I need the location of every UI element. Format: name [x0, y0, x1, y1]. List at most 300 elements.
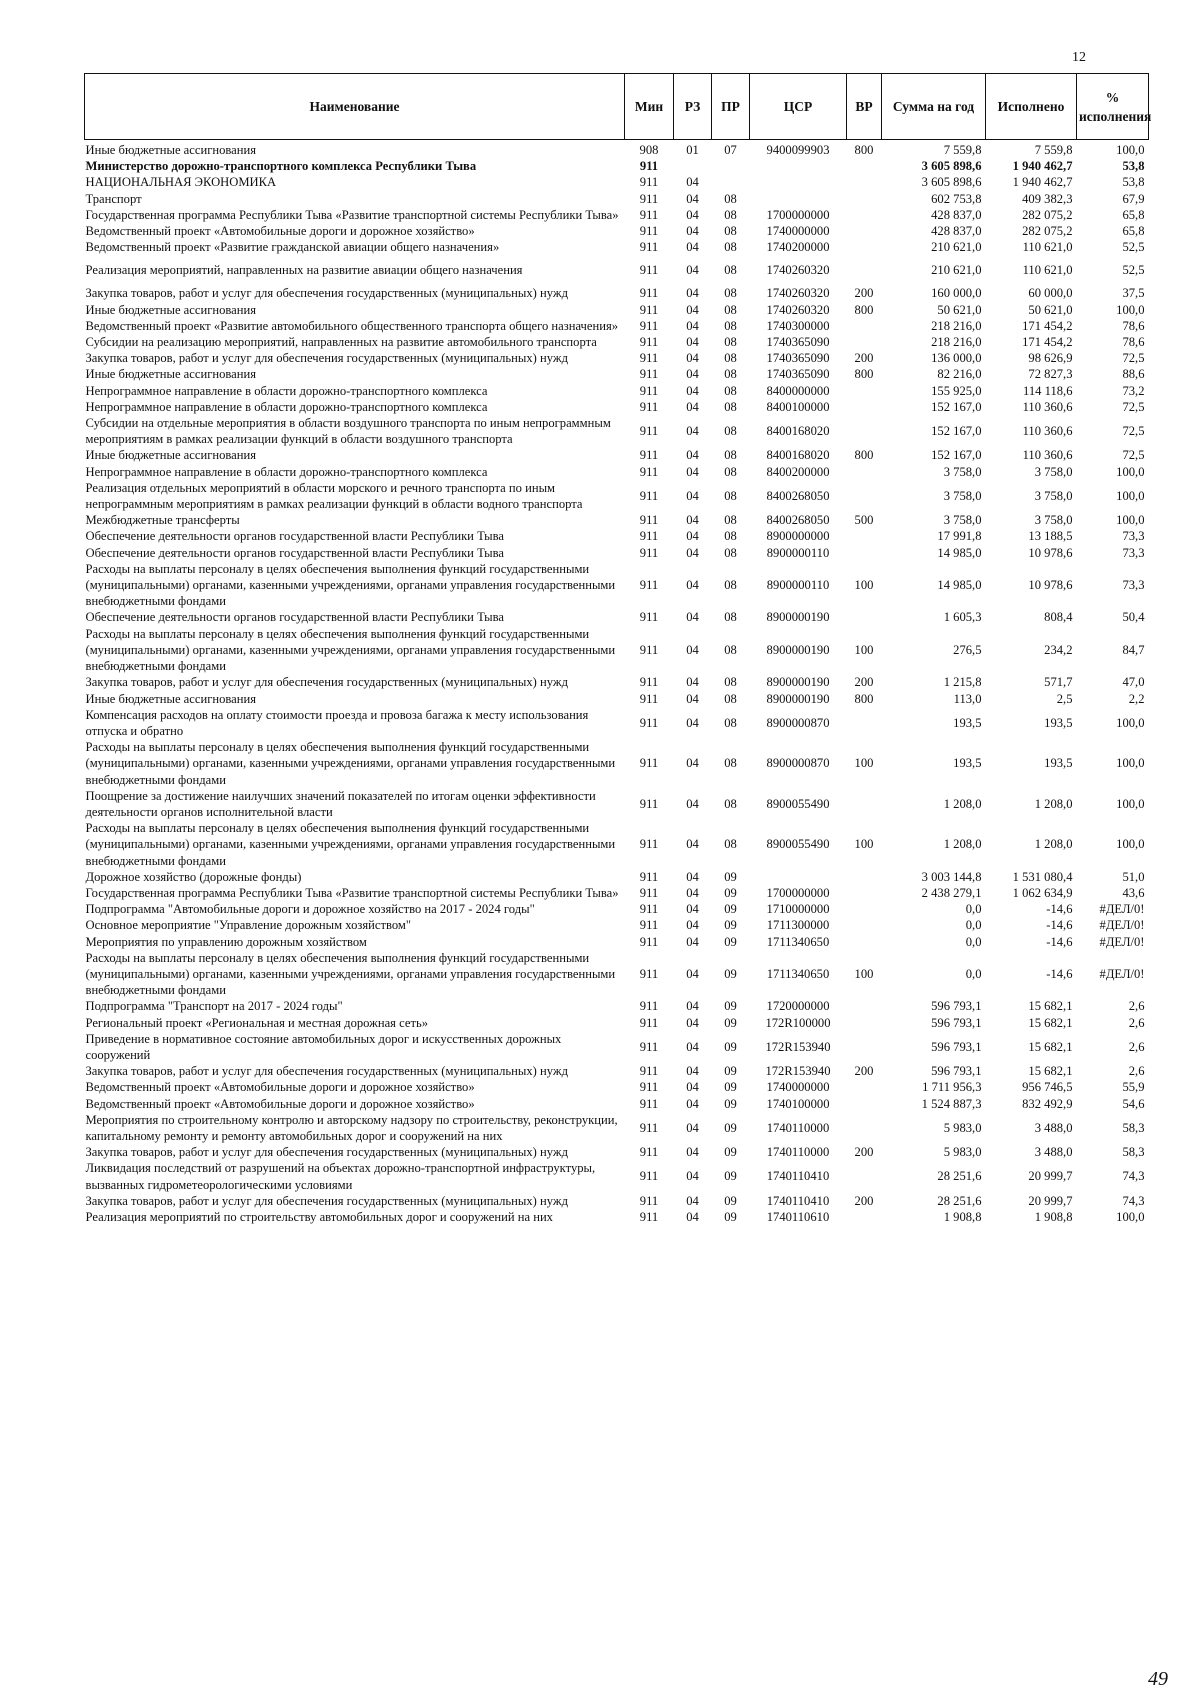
- row-pct: 72,5: [1122, 424, 1145, 439]
- row-min: 911: [639, 464, 659, 479]
- row-pct: 73,3: [1122, 545, 1145, 560]
- row-min: 911: [639, 286, 659, 301]
- row-done: 234,2: [1044, 642, 1073, 657]
- table-row: [85, 950, 1149, 999]
- row-name: Закупка товаров, работ и услуг для обеспечения государственных (муниципальных) нужд: [85, 351, 568, 366]
- row-sum: 0,0: [965, 902, 982, 917]
- table-row: [85, 334, 1149, 350]
- header-done: Исполнено: [986, 74, 1077, 140]
- table-row: [85, 545, 1149, 561]
- row-vr: 100: [854, 966, 874, 981]
- row-done: 110 360,6: [1022, 424, 1073, 439]
- row-sum: 7 559,8: [943, 143, 982, 157]
- row-sum: 1 605,3: [943, 610, 982, 625]
- row-min: 911: [639, 263, 659, 278]
- table-row: [85, 1079, 1149, 1095]
- row-sum: 152 167,0: [931, 424, 982, 439]
- row-pr: 08: [724, 335, 737, 350]
- row-pr: 08: [724, 545, 737, 560]
- row-sum: 82 216,0: [937, 367, 982, 382]
- row-vr: [847, 1160, 882, 1192]
- row-done: 409 382,3: [1022, 191, 1073, 206]
- row-done: 72 827,3: [1028, 367, 1073, 382]
- row-rz: 04: [686, 1096, 699, 1111]
- row-pr: 08: [724, 756, 737, 771]
- row-pr: 09: [724, 1210, 737, 1224]
- row-done: 7 559,8: [1034, 143, 1073, 157]
- table-row: [85, 1063, 1149, 1079]
- row-done: 1 940 462,7: [1012, 159, 1073, 174]
- row-done: 171 454,2: [1022, 335, 1073, 350]
- row-min: 911: [639, 1169, 659, 1184]
- row-csr: 1740365090: [766, 351, 830, 366]
- header-sum: Сумма на год: [882, 74, 986, 140]
- row-min: 911: [639, 1120, 659, 1135]
- row-name: Расходы на выплаты персоналу в целях обеспечения выполнения функций государственными (муниципальными) органами, казенными учреждениями, органами управления государственными внебюджетными фондами: [85, 626, 616, 674]
- row-pr: 09: [724, 1096, 737, 1111]
- row-pct: 78,6: [1122, 318, 1145, 333]
- row-done: 1 531 080,4: [1012, 869, 1073, 884]
- row-pr: 08: [724, 351, 737, 366]
- row-pr: 08: [724, 691, 737, 706]
- row-pr: 08: [724, 464, 737, 479]
- row-pr: 08: [724, 383, 737, 398]
- row-rz: 04: [686, 837, 699, 852]
- row-pct: 65,8: [1122, 207, 1145, 222]
- header-name: Наименование: [85, 74, 625, 140]
- row-csr: 1740260320: [766, 286, 830, 301]
- table-row: [85, 609, 1149, 625]
- row-name: Непрограммное направление в области дорожно-транспортного комплекса: [85, 464, 488, 479]
- row-sum: 28 251,6: [937, 1169, 982, 1184]
- row-sum: 50 621,0: [937, 302, 982, 317]
- row-pr: 09: [724, 1120, 737, 1135]
- row-pct: 2,6: [1128, 1064, 1145, 1079]
- row-name: Основное мероприятие "Управление дорожным хозяйством": [85, 918, 411, 933]
- table-row: [85, 1144, 1149, 1160]
- row-rz: 04: [686, 318, 699, 333]
- row-pr: 08: [724, 448, 737, 463]
- row-pr: 08: [724, 513, 737, 528]
- row-sum: 193,5: [953, 756, 982, 771]
- row-rz: 04: [686, 240, 699, 255]
- row-rz: 04: [686, 1120, 699, 1135]
- row-pr: 09: [724, 966, 737, 981]
- row-done: 956 746,5: [1022, 1080, 1073, 1095]
- row-done: 15 682,1: [1028, 1039, 1073, 1054]
- row-pct: 78,6: [1122, 335, 1145, 350]
- table-row: [85, 399, 1149, 415]
- table-row: [85, 1193, 1149, 1209]
- table-row: [85, 998, 1149, 1014]
- table-body: [85, 140, 1149, 1226]
- row-csr: [750, 158, 847, 174]
- row-sum: 210 621,0: [931, 240, 982, 255]
- row-min: 911: [639, 240, 659, 255]
- row-min: 911: [639, 191, 659, 206]
- row-vr: 800: [854, 367, 874, 382]
- row-name: Ведомственный проект «Развитие автомобильного общественного транспорта общего назначения»: [85, 318, 619, 333]
- row-rz: 04: [686, 286, 699, 301]
- row-name: Иные бюджетные ассигнования: [85, 367, 257, 382]
- row-name: Закупка товаров, работ и услуг для обеспечения государственных (муниципальных) нужд: [85, 675, 568, 690]
- table-header-row: [85, 74, 1149, 140]
- row-pr: 08: [724, 286, 737, 301]
- table-row: [85, 561, 1149, 610]
- header-pr: ПР: [712, 74, 750, 140]
- table-row: [85, 1209, 1149, 1225]
- row-rz: 04: [686, 424, 699, 439]
- row-pct: #ДЕЛ/0!: [1099, 934, 1145, 949]
- row-done: 98 626,9: [1028, 351, 1073, 366]
- row-pct: 74,3: [1122, 1169, 1145, 1184]
- row-csr: 8900000190: [766, 610, 830, 625]
- row-vr: [847, 1015, 882, 1031]
- row-pct: 67,9: [1122, 191, 1145, 206]
- row-min: 911: [639, 1015, 659, 1030]
- row-name: Закупка товаров, работ и услуг для обеспечения государственных (муниципальных) нужд: [85, 286, 568, 301]
- table-row: [85, 140, 1149, 159]
- row-rz: 04: [686, 399, 699, 414]
- row-done: 2,5: [1056, 691, 1073, 706]
- row-csr: [750, 191, 847, 207]
- row-csr: 8900055490: [766, 837, 830, 852]
- row-vr: 200: [854, 675, 874, 690]
- table-row: [85, 223, 1149, 239]
- row-pr: 07: [724, 143, 737, 157]
- row-done: 20 999,7: [1028, 1169, 1073, 1184]
- row-pct: 73,2: [1122, 383, 1145, 398]
- row-vr: [847, 158, 882, 174]
- row-sum: 1 524 887,3: [921, 1096, 982, 1111]
- table-row: [85, 934, 1149, 950]
- row-done: 10 978,6: [1028, 578, 1073, 593]
- row-done: 3 488,0: [1034, 1145, 1073, 1160]
- row-vr: [847, 415, 882, 447]
- table-row: [85, 174, 1149, 190]
- row-pct: 100,0: [1116, 1210, 1145, 1224]
- row-done: 3 758,0: [1034, 488, 1073, 503]
- row-min: 911: [639, 902, 659, 917]
- header-min: Мин: [625, 74, 674, 140]
- row-min: 911: [639, 207, 659, 222]
- row-done: 1 208,0: [1034, 796, 1073, 811]
- row-min: 911: [639, 691, 659, 706]
- row-csr: 1740200000: [766, 240, 830, 255]
- row-csr: 1740365090: [766, 335, 830, 350]
- row-name: Обеспечение деятельности органов государственной власти Республики Тыва: [85, 545, 504, 560]
- row-rz: 04: [686, 545, 699, 560]
- page-number: 12: [1072, 50, 1086, 65]
- row-sum: 3 758,0: [943, 464, 982, 479]
- row-name: Региональный проект «Региональная и местная дорожная сеть»: [85, 1015, 428, 1030]
- row-name: Ликвидация последствий от разрушений на объектах дорожно-транспортной инфраструктуры, вызванных гидрометеорологическими условиями: [85, 1161, 596, 1192]
- row-sum: 0,0: [965, 934, 982, 949]
- row-csr: 1740110610: [766, 1210, 830, 1224]
- row-pr: [712, 174, 750, 190]
- row-csr: 1740000000: [766, 224, 830, 239]
- table-row: [85, 1096, 1149, 1112]
- row-pct: 100,0: [1116, 464, 1145, 479]
- row-vr: [847, 255, 882, 285]
- row-done: 10 978,6: [1028, 545, 1073, 560]
- row-vr: [847, 1112, 882, 1144]
- row-pct: 72,5: [1122, 399, 1145, 414]
- row-vr: 100: [854, 756, 874, 771]
- row-pct: 84,7: [1122, 642, 1145, 657]
- row-csr: 1700000000: [766, 885, 830, 900]
- row-pr: 08: [724, 715, 737, 730]
- row-name: Расходы на выплаты персоналу в целях обеспечения выполнения функций государственными (муниципальными) органами, казенными учреждениями, органами управления государственными внебюджетными фондами: [85, 561, 616, 609]
- row-min: 911: [639, 837, 659, 852]
- row-name: Обеспечение деятельности органов государственной власти Республики Тыва: [85, 610, 504, 625]
- row-rz: 04: [686, 1039, 699, 1054]
- row-name: Подпрограмма "Транспорт на 2017 - 2024 годы": [85, 999, 343, 1014]
- row-min: 911: [639, 383, 659, 398]
- row-csr: [750, 869, 847, 885]
- row-sum: 596 793,1: [931, 1064, 982, 1079]
- row-rz: 04: [686, 529, 699, 544]
- row-done: 571,7: [1044, 675, 1073, 690]
- table-row: [85, 415, 1149, 447]
- row-pct: 100,0: [1116, 302, 1145, 317]
- row-rz: 04: [686, 999, 699, 1014]
- row-name: Межбюджетные трансферты: [85, 513, 240, 528]
- row-min: 911: [639, 966, 659, 981]
- row-done: 110 621,0: [1022, 263, 1073, 278]
- row-rz: 04: [686, 224, 699, 239]
- row-csr: [750, 174, 847, 190]
- row-rz: 04: [686, 966, 699, 981]
- row-pr: 08: [724, 796, 737, 811]
- row-rz: 04: [686, 1080, 699, 1095]
- row-csr: 172R153940: [765, 1039, 831, 1054]
- row-name: Ведомственный проект «Автомобильные дороги и дорожное хозяйство»: [85, 224, 475, 239]
- row-csr: 8900000000: [766, 529, 830, 544]
- row-done: 282 075,2: [1022, 207, 1073, 222]
- row-sum: 2 438 279,1: [921, 885, 982, 900]
- row-sum: 5 983,0: [943, 1145, 982, 1160]
- row-name: Иные бюджетные ассигнования: [85, 691, 257, 706]
- row-pct: 58,3: [1122, 1120, 1145, 1135]
- row-sum: 596 793,1: [931, 1015, 982, 1030]
- row-done: 110 360,6: [1022, 399, 1073, 414]
- row-pct: 50,4: [1122, 610, 1145, 625]
- row-pr: 09: [724, 1193, 737, 1208]
- row-min: 911: [639, 1145, 659, 1160]
- row-pct: 100,0: [1116, 796, 1145, 811]
- row-sum: 1 208,0: [943, 837, 982, 852]
- table-row: [85, 255, 1149, 285]
- row-rz: 04: [686, 902, 699, 917]
- row-vr: [847, 934, 882, 950]
- row-done: 50 621,0: [1028, 302, 1073, 317]
- row-pct: 100,0: [1116, 837, 1145, 852]
- row-rz: 04: [686, 367, 699, 382]
- table-row: [85, 788, 1149, 820]
- row-vr: [847, 528, 882, 544]
- row-done: 1 940 462,7: [1012, 175, 1073, 190]
- row-rz: 04: [686, 513, 699, 528]
- table-row: [85, 383, 1149, 399]
- row-min: 911: [639, 513, 659, 528]
- row-csr: 172R100000: [765, 1015, 831, 1030]
- row-pr: 08: [724, 399, 737, 414]
- row-pct: 72,5: [1122, 448, 1145, 463]
- table-row: [85, 869, 1149, 885]
- row-min: 911: [639, 488, 659, 503]
- row-done: -14,6: [1046, 934, 1073, 949]
- row-name: Реализация мероприятий, направленных на развитие авиации общего назначения: [85, 263, 523, 278]
- row-done: 60 000,0: [1028, 286, 1073, 301]
- row-name: Дорожное хозяйство (дорожные фонды): [85, 869, 302, 884]
- table-row: [85, 626, 1149, 675]
- row-sum: 160 000,0: [931, 286, 982, 301]
- row-rz: 04: [686, 756, 699, 771]
- row-rz: 04: [686, 610, 699, 625]
- row-name: Приведение в нормативное состояние автомобильных дорог и искусственных дорожных сооружений: [85, 1031, 562, 1062]
- row-rz: 04: [686, 383, 699, 398]
- row-min: 911: [639, 448, 659, 463]
- row-vr: [847, 545, 882, 561]
- row-rz: 04: [686, 488, 699, 503]
- row-csr: 1740365090: [766, 367, 830, 382]
- row-pr: 08: [724, 610, 737, 625]
- row-csr: 172R153940: [765, 1064, 831, 1079]
- row-vr: [847, 464, 882, 480]
- row-pct: 58,3: [1122, 1145, 1145, 1160]
- row-vr: [847, 788, 882, 820]
- table-row: [85, 901, 1149, 917]
- row-pct: 52,5: [1122, 263, 1145, 278]
- row-sum: 28 251,6: [937, 1193, 982, 1208]
- row-csr: 8900055490: [766, 796, 830, 811]
- row-done: 3 758,0: [1034, 513, 1073, 528]
- row-csr: 1740110410: [766, 1169, 830, 1184]
- table-row: [85, 917, 1149, 933]
- table-row: [85, 674, 1149, 690]
- row-sum: 276,5: [953, 642, 982, 657]
- row-csr: 8900000190: [766, 675, 830, 690]
- row-rz: 04: [686, 448, 699, 463]
- row-vr: [847, 885, 882, 901]
- row-vr: 200: [854, 351, 874, 366]
- row-vr: 200: [854, 1064, 874, 1079]
- row-min: 911: [639, 302, 659, 317]
- row-csr: 1700000000: [766, 207, 830, 222]
- row-pr: [712, 158, 750, 174]
- row-min: 911: [639, 1080, 659, 1095]
- row-min: 911: [639, 367, 659, 382]
- row-done: 15 682,1: [1028, 1064, 1073, 1079]
- row-sum: 0,0: [965, 966, 982, 981]
- row-rz: 01: [686, 143, 699, 157]
- row-sum: 596 793,1: [931, 999, 982, 1014]
- row-sum: 218 216,0: [931, 335, 982, 350]
- row-done: -14,6: [1046, 918, 1073, 933]
- row-done: 193,5: [1044, 756, 1073, 771]
- row-csr: 1740300000: [766, 318, 830, 333]
- row-done: 3 488,0: [1034, 1120, 1073, 1135]
- row-pct: 54,6: [1122, 1096, 1145, 1111]
- row-done: 808,4: [1044, 610, 1073, 625]
- row-min: 911: [639, 675, 659, 690]
- row-csr: 1720000000: [766, 999, 830, 1014]
- row-min: 911: [639, 934, 659, 949]
- row-sum: 428 837,0: [931, 207, 982, 222]
- row-min: 911: [639, 1039, 659, 1054]
- row-rz: 04: [686, 191, 699, 206]
- row-sum: 3 605 898,6: [921, 175, 982, 190]
- row-sum: 193,5: [953, 715, 982, 730]
- row-name: Иные бюджетные ассигнования: [85, 448, 257, 463]
- table-row: [85, 1112, 1149, 1144]
- row-vr: 500: [854, 513, 874, 528]
- row-name: Закупка товаров, работ и услуг для обеспечения государственных (муниципальных) нужд: [85, 1193, 568, 1208]
- row-vr: 200: [854, 1145, 874, 1160]
- row-rz: 04: [686, 934, 699, 949]
- row-rz: 04: [686, 263, 699, 278]
- row-vr: [847, 998, 882, 1014]
- row-pct: 53,8: [1122, 175, 1145, 190]
- row-rz: 04: [686, 335, 699, 350]
- row-done: -14,6: [1046, 966, 1073, 981]
- row-min: 911: [639, 642, 659, 657]
- table-row: [85, 302, 1149, 318]
- row-rz: 04: [686, 715, 699, 730]
- row-name: Ведомственный проект «Автомобильные дороги и дорожное хозяйство»: [85, 1096, 475, 1111]
- row-name: Компенсация расходов на оплату стоимости проезда и провоза багажа к месту использования отпуска и обратно: [85, 707, 589, 738]
- row-sum: 3 758,0: [943, 488, 982, 503]
- row-csr: 8900000870: [766, 756, 830, 771]
- row-pr: 09: [724, 869, 737, 884]
- row-min: 911: [639, 756, 659, 771]
- row-pct: 100,0: [1116, 143, 1145, 157]
- row-vr: 200: [854, 286, 874, 301]
- row-pr: 09: [724, 902, 737, 917]
- row-csr: 1710000000: [766, 902, 830, 917]
- row-name: Расходы на выплаты персоналу в целях обеспечения выполнения функций государственными (муниципальными) органами, казенными учреждениями, органами управления государственными внебюджетными фондами: [85, 950, 616, 998]
- row-rz: 04: [686, 796, 699, 811]
- row-rz: 04: [686, 207, 699, 222]
- row-done: 13 188,5: [1028, 529, 1073, 544]
- row-name: Министерство дорожно-транспортного комплекса Республики Тыва: [85, 159, 477, 174]
- row-pct: 65,8: [1122, 224, 1145, 239]
- row-pr: 08: [724, 488, 737, 503]
- row-csr: 8400268050: [766, 513, 830, 528]
- row-min: 911: [639, 869, 659, 884]
- row-pr: 09: [724, 1015, 737, 1030]
- row-name: Реализация отдельных мероприятий в области морского и речного транспорта по иным непрограммным мероприятиям в рамках реализации функций в области водного транспорта: [85, 480, 583, 512]
- row-pct: 88,6: [1122, 367, 1145, 382]
- row-csr: 1740110000: [766, 1120, 830, 1135]
- row-vr: [847, 609, 882, 625]
- row-pr: 09: [724, 1064, 737, 1079]
- row-csr: 1711300000: [766, 918, 830, 933]
- row-sum: 596 793,1: [931, 1039, 982, 1054]
- row-min: 911: [639, 1210, 659, 1224]
- row-name: Реализация мероприятий по строительству автомобильных дорог и сооружений на них: [85, 1210, 553, 1224]
- row-pct: 55,9: [1122, 1080, 1145, 1095]
- row-rz: 04: [686, 1015, 699, 1030]
- row-done: 110 621,0: [1022, 240, 1073, 255]
- row-pct: 100,0: [1116, 488, 1145, 503]
- row-pr: 08: [724, 240, 737, 255]
- row-vr: [847, 1096, 882, 1112]
- row-done: 114 118,6: [1023, 383, 1073, 398]
- row-rz: 04: [686, 691, 699, 706]
- row-done: 15 682,1: [1028, 999, 1073, 1014]
